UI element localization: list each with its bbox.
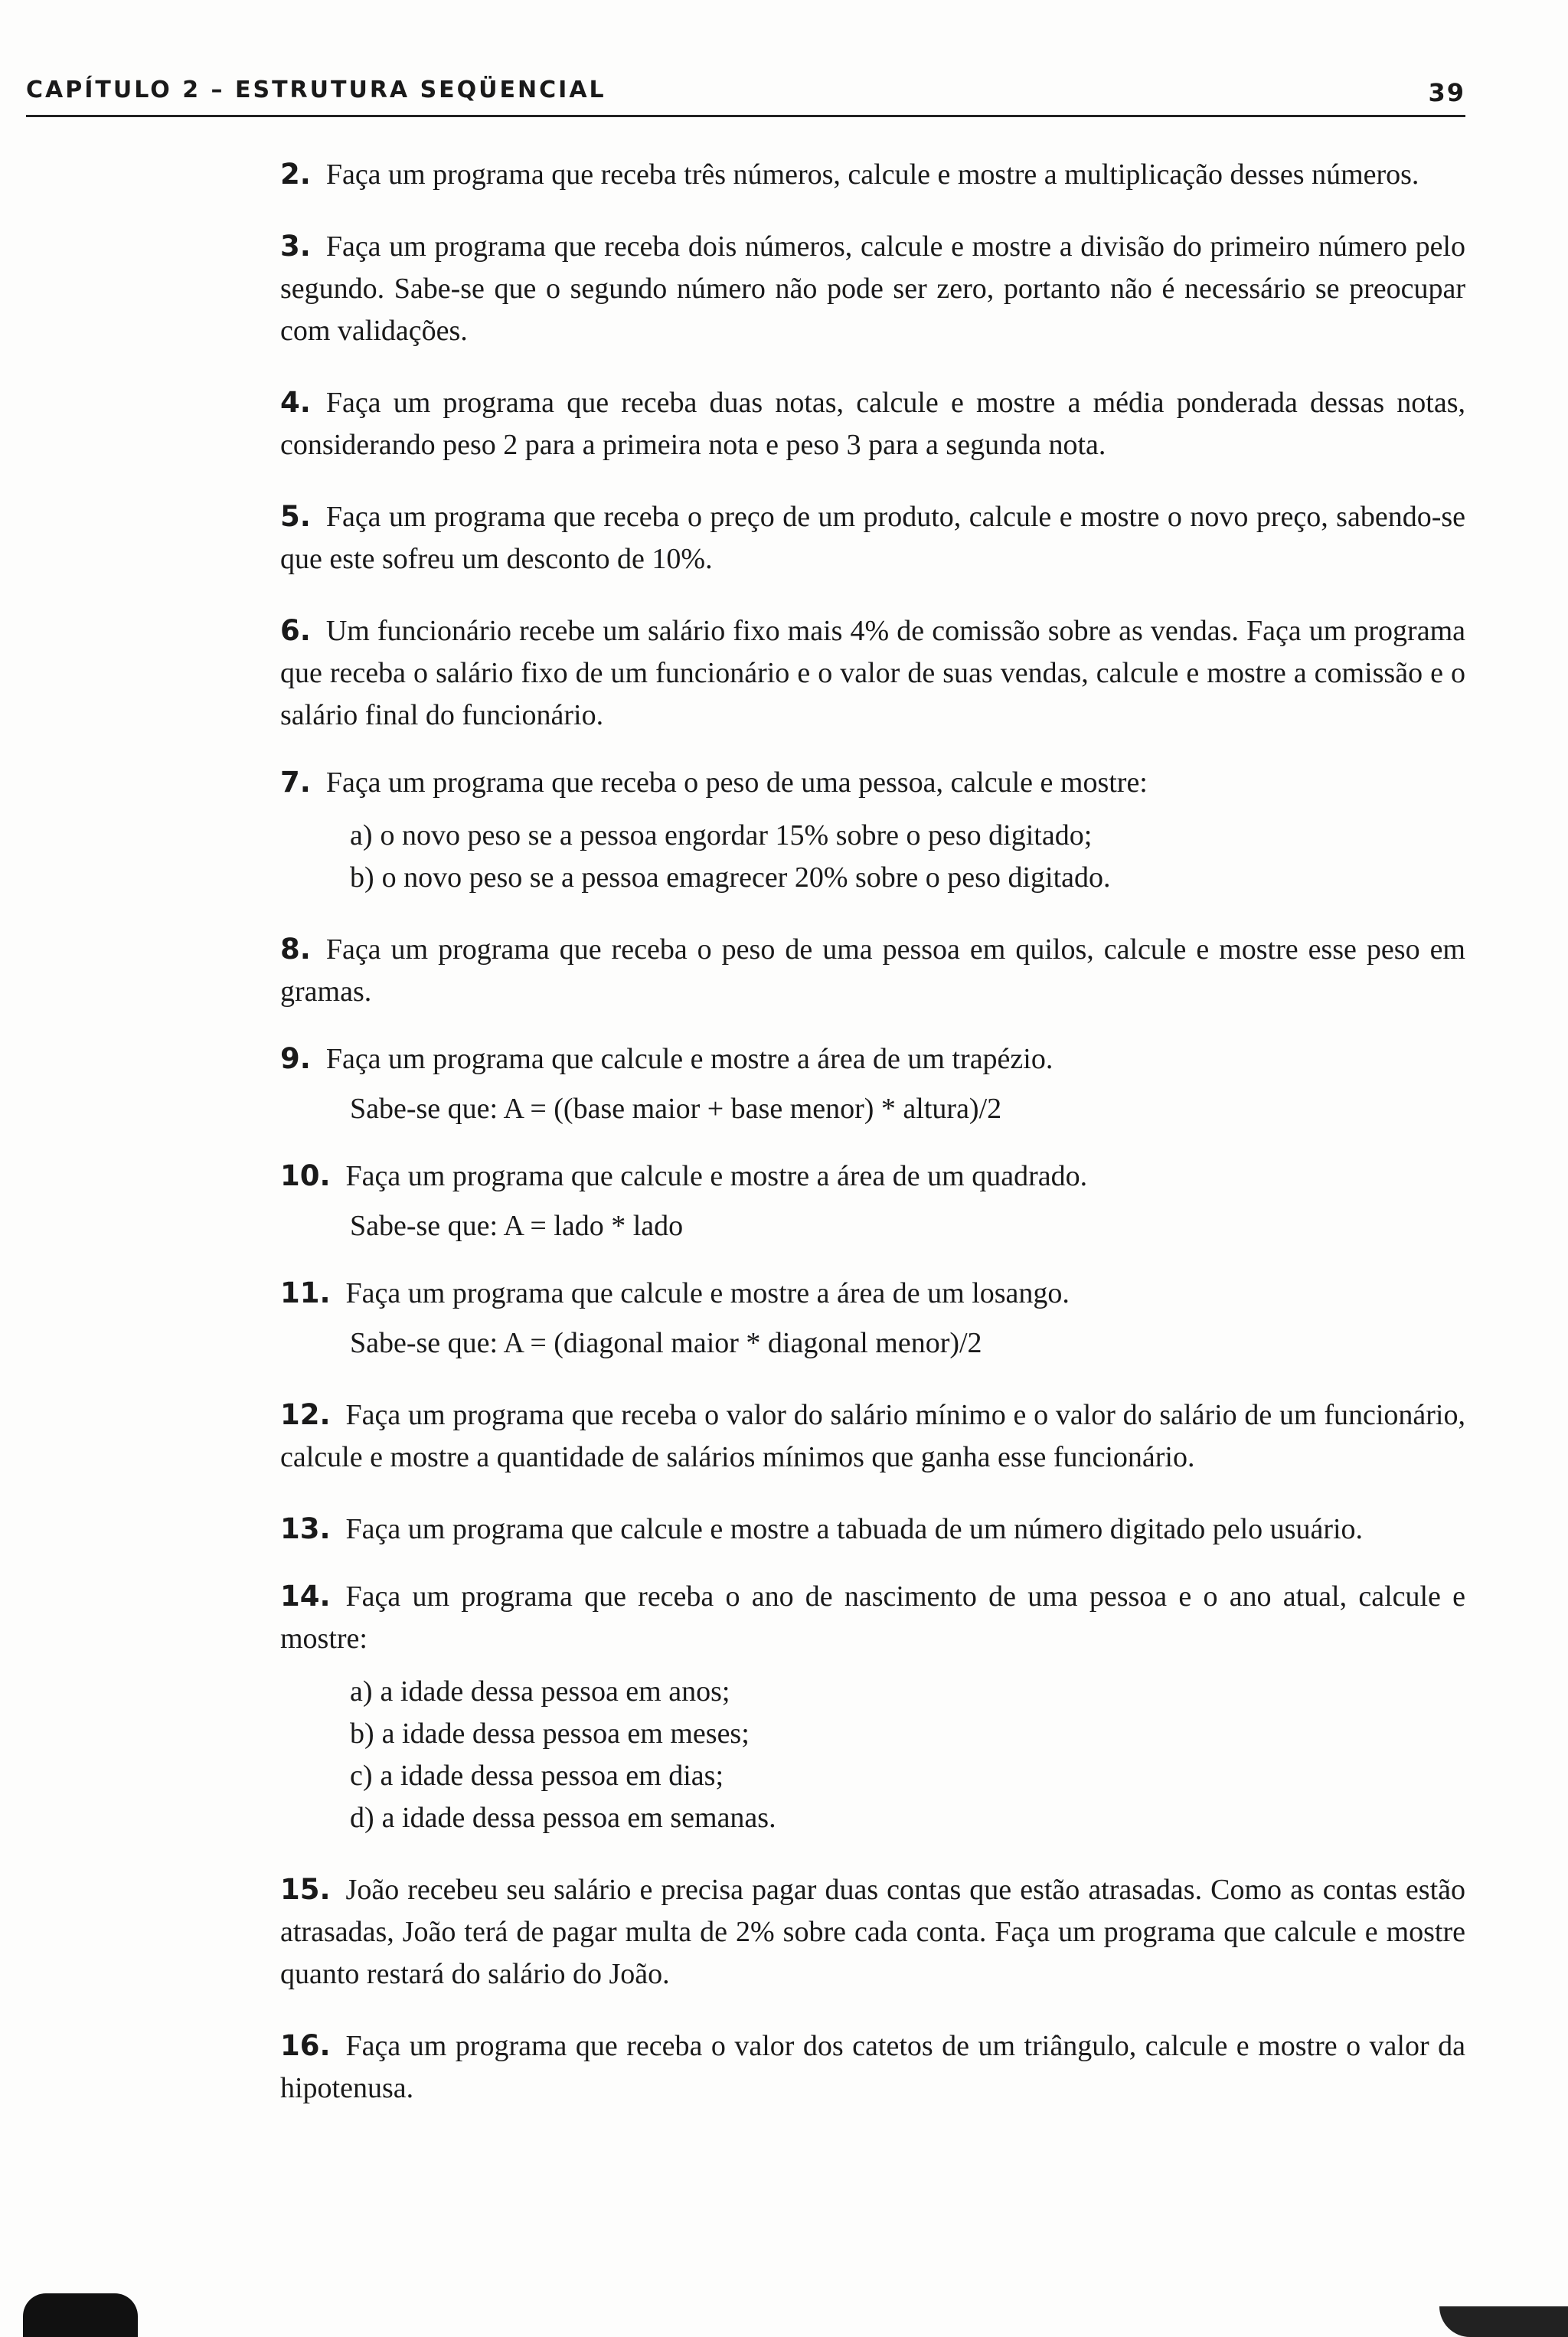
exercise-number: 3. — [280, 230, 311, 263]
exercise-number: 13. — [280, 1512, 331, 1545]
exercise-number: 8. — [280, 933, 311, 966]
list-item — [350, 1671, 1465, 1713]
list-item-text: a idade dessa pessoa em anos; — [380, 1675, 730, 1708]
sub-item-list — [280, 815, 1465, 899]
exercise-number: 16. — [280, 2029, 331, 2062]
list-marker: c) — [350, 1760, 373, 1792]
running-header — [26, 77, 1465, 117]
exercise-text: Faça um programa que receba dois números, calcule e mostre a divisão do primeiro número pelo segundo. Sabe-se que o segundo número não pode ser zero, portanto não é necessário se preocupar com validações. — [280, 230, 1465, 347]
exercise-text: João recebeu seu salário e precisa pagar duas contas que estão atrasadas. Como as contas estão atrasadas, João terá de pagar multa de 2% sobre cada conta. Faça um programa que calcule e mostre quanto restará do salário do João. — [280, 1874, 1465, 1990]
exercise-number: 14. — [280, 1580, 331, 1613]
exercise-text: Faça um programa que receba três números, calcule e mostre a multiplicação desses números. — [325, 159, 1419, 191]
exercise-13 — [280, 1508, 1465, 1551]
exercise-text: Faça um programa que calcule e mostre a área de um trapézio. — [325, 1043, 1054, 1075]
exercise-number: 9. — [280, 1042, 311, 1075]
scan-edge-mark-left — [23, 2293, 138, 2337]
exercise-text: Faça um programa que receba o ano de nascimento de uma pessoa e o ano atual, calcule e mostre: — [280, 1580, 1465, 1655]
exercise-number: 10. — [280, 1159, 331, 1192]
formula: Sabe-se que: A = (diagonal maior * diagonal menor)/2 — [350, 1327, 982, 1359]
list-item-text: a idade dessa pessoa em semanas. — [381, 1802, 776, 1834]
exercise-2 — [280, 153, 1465, 196]
exercise-4 — [280, 381, 1465, 466]
exercise-list — [280, 153, 1465, 2134]
formula: Sabe-se que: A = ((base maior + base menor) * altura)/2 — [350, 1093, 1002, 1125]
exercise-text: Faça um programa que receba o peso de uma pessoa em quilos, calcule e mostre esse peso em gramas. — [280, 933, 1465, 1008]
exercise-7 — [280, 761, 1465, 899]
exercise-number: 6. — [280, 614, 311, 647]
exercise-12 — [280, 1394, 1465, 1479]
list-item — [350, 815, 1465, 857]
exercise-number: 2. — [280, 158, 311, 191]
exercise-text: Faça um programa que receba o preço de um produto, calcule e mostre o novo preço, sabendo-se que este sofreu um desconto de 10%. — [280, 501, 1465, 575]
exercise-text: Faça um programa que calcule e mostre a área de um losango. — [345, 1277, 1070, 1309]
exercise-text: Faça um programa que calcule e mostre a tabuada de um número digitado pelo usuário. — [345, 1513, 1364, 1545]
exercise-text: Faça um programa que calcule e mostre a área de um quadrado. — [345, 1160, 1088, 1192]
list-item-text: o novo peso se a pessoa emagrecer 20% sobre o peso digitado. — [381, 861, 1111, 894]
list-marker: d) — [350, 1802, 374, 1834]
exercise-6 — [280, 610, 1465, 737]
formula: Sabe-se que: A = lado * lado — [350, 1210, 684, 1242]
list-item — [350, 857, 1465, 899]
chapter-title: CAPÍTULO 2 – ESTRUTURA SEQÜENCIAL — [26, 77, 606, 103]
exercise-number: 11. — [280, 1276, 331, 1309]
exercise-text: Faça um programa que receba o peso de uma pessoa, calcule e mostre: — [325, 766, 1148, 799]
exercise-number: 15. — [280, 1873, 331, 1906]
exercise-3 — [280, 225, 1465, 352]
list-marker: b) — [350, 1718, 374, 1750]
exercise-number: 7. — [280, 766, 311, 799]
exercise-text: Faça um programa que receba o valor do salário mínimo e o valor do salário de um funcionário, calcule e mostre a quantidade de salários mínimos que ganha esse funcionário. — [280, 1399, 1465, 1473]
exercise-14 — [280, 1575, 1465, 1839]
list-marker: a) — [350, 819, 373, 851]
list-marker: b) — [350, 861, 374, 894]
exercise-11 — [280, 1272, 1465, 1365]
exercise-15 — [280, 1868, 1465, 1995]
exercise-text: Um funcionário recebe um salário fixo mais 4% de comissão sobre as vendas. Faça um programa que receba o salário fixo de um funcionário e o valor de suas vendas, calcule e mostre a comissão e o salário final do funcionário. — [280, 615, 1465, 731]
exercise-text: Faça um programa que receba duas notas, calcule e mostre a média ponderada dessas notas, considerando peso 2 para a primeira nota e peso 3 para a segunda nota. — [280, 387, 1465, 461]
sub-item-list — [280, 1671, 1465, 1839]
list-marker: a) — [350, 1675, 373, 1708]
exercise-number: 5. — [280, 500, 311, 533]
list-item-text: a idade dessa pessoa em dias; — [380, 1760, 724, 1792]
list-item — [350, 1797, 1465, 1839]
exercise-9 — [280, 1038, 1465, 1130]
exercise-8 — [280, 928, 1465, 1013]
list-item — [350, 1713, 1465, 1755]
exercise-text: Faça um programa que receba o valor dos catetos de um triângulo, calcule e mostre o valor da hipotenusa. — [280, 2030, 1465, 2104]
list-item — [350, 1755, 1465, 1797]
scan-edge-mark-right — [1439, 2306, 1568, 2337]
exercise-16 — [280, 2025, 1465, 2110]
exercise-number: 4. — [280, 386, 311, 419]
list-item-text: a idade dessa pessoa em meses; — [381, 1718, 750, 1750]
exercise-10 — [280, 1155, 1465, 1247]
exercise-5 — [280, 495, 1465, 580]
list-item-text: o novo peso se a pessoa engordar 15% sobre o peso digitado; — [380, 819, 1093, 851]
exercise-number: 12. — [280, 1398, 331, 1431]
page-number: 39 — [1428, 78, 1465, 107]
